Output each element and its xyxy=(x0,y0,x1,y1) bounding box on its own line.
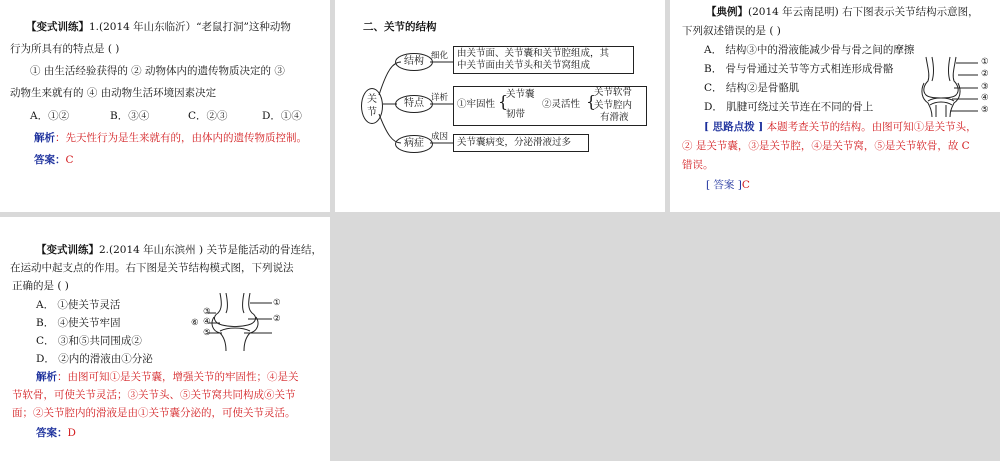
diagram-label-3: ③ xyxy=(981,82,989,92)
example-answer-label: [ 答案 ] xyxy=(706,179,742,191)
firmness-item-ligament: 韧带 xyxy=(506,109,526,120)
edge-label-detail: 详析 xyxy=(431,93,449,103)
example-choice-d: D． 肌腱可绕过关节连在不同的骨上 xyxy=(704,101,874,113)
q2-choice-d: D． ②内的滑液由①分泌 xyxy=(36,353,153,365)
example-choice-b: B． 骨与骨通过关节等方式相连形成骨骼 xyxy=(704,63,894,75)
question-1-line-2: 行为所具有的特点是 ( ) xyxy=(10,43,120,55)
q2-answer-value: D xyxy=(67,427,76,439)
answer-value: C xyxy=(65,154,74,166)
choice-b: B．③④ xyxy=(110,110,150,122)
structure-text-1: 由关节面、关节囊和关节腔组成，其 xyxy=(457,48,610,59)
example-answer xyxy=(706,176,750,195)
firmness-item-capsule: 关节囊 xyxy=(506,89,535,100)
q2-analysis-line-2: 节软骨，可使关节灵活；③关节头、⑤关节窝共同构成⑥关节 xyxy=(12,389,296,401)
q2-choice-b: B． ④使关节牢固 xyxy=(36,317,121,329)
analysis xyxy=(34,129,307,148)
firmness-brace: { xyxy=(498,92,509,111)
slide-variant-training-1 xyxy=(0,0,330,212)
choice-c: C．②③ xyxy=(188,110,228,122)
structure-text-2: 中关节面由关节头和关节窝组成 xyxy=(457,60,591,71)
diagram-label-5: ⑤ xyxy=(981,105,989,115)
disease-box: 关节囊病变，分泌滑液过多 xyxy=(453,134,589,152)
choice-d: D．①④ xyxy=(262,110,302,122)
firmness-label: ①牢固性 xyxy=(457,99,496,110)
hint-line-1 xyxy=(704,118,977,137)
model-label-1: ① xyxy=(273,298,281,308)
question-1-line-1 xyxy=(26,18,291,37)
features-box xyxy=(453,86,647,126)
flexibility-item-fluid: 有滑液 xyxy=(600,112,629,123)
joint-model-diagram xyxy=(200,293,280,351)
choice-a: A．①② xyxy=(30,110,70,122)
analysis-text: ：先天性行为是生来就有的，由体内的遗传物质控制。 xyxy=(55,132,307,144)
question-1-text: 1.(2014 年山东临沂）“老鼠打洞”这种动物 xyxy=(89,21,291,33)
flexibility-item-cartilage: 关节软骨 xyxy=(594,87,633,98)
q2-analysis-line-1 xyxy=(36,368,299,387)
q2-analysis-text-1: ：由图可知①是关节囊，增强关节的牢固性；④是关 xyxy=(57,371,299,383)
example-choice-c: C． 结构②是骨骼肌 xyxy=(704,82,800,94)
answer xyxy=(34,151,74,170)
hint-line-2: ② 是关节囊，③是关节腔，④是关节窝，⑤是关节软骨，故 C xyxy=(682,140,970,152)
hint-text-1: 本题考查关节的结构。由图可知①是关节头， xyxy=(763,121,977,133)
q2-choice-a: A． ①使关节灵活 xyxy=(36,299,121,311)
question-1-options-line-2: 动物生来就有的 ④ 由动物生活环境因素决定 xyxy=(10,87,217,99)
edge-label-cause: 成因 xyxy=(431,132,449,142)
diagram-label-2: ② xyxy=(981,69,989,79)
question-tag: 【变式训练】 xyxy=(26,21,89,33)
model-label-6: ⑥ xyxy=(191,318,199,328)
slide-variant-training-2 xyxy=(0,217,330,461)
flexibility-item-cavity: 关节腔内 xyxy=(594,100,633,111)
example-answer-value: C xyxy=(741,179,750,191)
q2-analysis-label: 解析 xyxy=(36,371,57,383)
example-text: (2014 年云南昆明) 右下图表示关节结构示意图， xyxy=(748,6,979,18)
hint-label: [ 思路点拨 ] xyxy=(704,121,764,133)
analysis-label: 解析 xyxy=(34,132,55,144)
question-2-line-1 xyxy=(36,241,322,260)
node-disease: 病症 xyxy=(395,135,433,153)
center-node-label: 关节 xyxy=(367,94,377,118)
model-label-4: ④ xyxy=(203,317,211,327)
slide-example xyxy=(670,0,1000,212)
question-1-options-line-1: ① 由生活经验获得的 ② 动物体内的遗传物质决定的 ③ xyxy=(30,65,285,77)
diagram-label-1: ① xyxy=(981,57,989,67)
q2-answer xyxy=(36,424,76,443)
structure-box xyxy=(453,46,634,74)
question-2-line-3: 正确的是 ( ) xyxy=(12,280,69,292)
example-line-1 xyxy=(706,3,979,22)
edge-label-refine: 细化 xyxy=(431,51,449,61)
slide-joint-structure xyxy=(335,0,665,212)
question-2-tag: 【变式训练】 xyxy=(36,244,99,256)
flexibility-brace: { xyxy=(586,92,597,111)
model-label-3: ③ xyxy=(203,307,211,317)
center-node xyxy=(361,88,383,124)
diagram-label-4: ④ xyxy=(981,93,989,103)
model-label-5: ⑤ xyxy=(203,328,211,338)
section-title: 二、关节的结构 xyxy=(363,21,437,33)
q2-analysis-line-3: 面；②关节腔内的滑液是由①关节囊分泌的，可使关节灵活。 xyxy=(12,407,296,419)
question-2-text: 2.(2014 年山东滨州 ) 关节是能活动的骨连结， xyxy=(99,244,322,256)
hint-line-3: 错误。 xyxy=(682,159,714,171)
answer-label: 答案： xyxy=(34,154,66,166)
example-choice-a: A． 结构③中的滑液能减少骨与骨之间的摩擦 xyxy=(704,44,915,56)
example-line-2: 下列叙述错误的是 ( ) xyxy=(682,25,781,37)
q2-choice-c: C． ③和⑤共同围成② xyxy=(36,335,142,347)
flexibility-label: ②灵活性 xyxy=(542,99,581,110)
question-2-line-2: 在运动中起支点的作用。右下图是关节结构模式图，下列说法 xyxy=(10,262,294,274)
example-tag: 【典例】 xyxy=(706,6,748,18)
q2-answer-label: 答案： xyxy=(36,427,68,439)
node-structure: 结构 xyxy=(395,53,433,71)
model-label-2: ② xyxy=(273,314,281,324)
node-features: 特点 xyxy=(395,95,433,113)
